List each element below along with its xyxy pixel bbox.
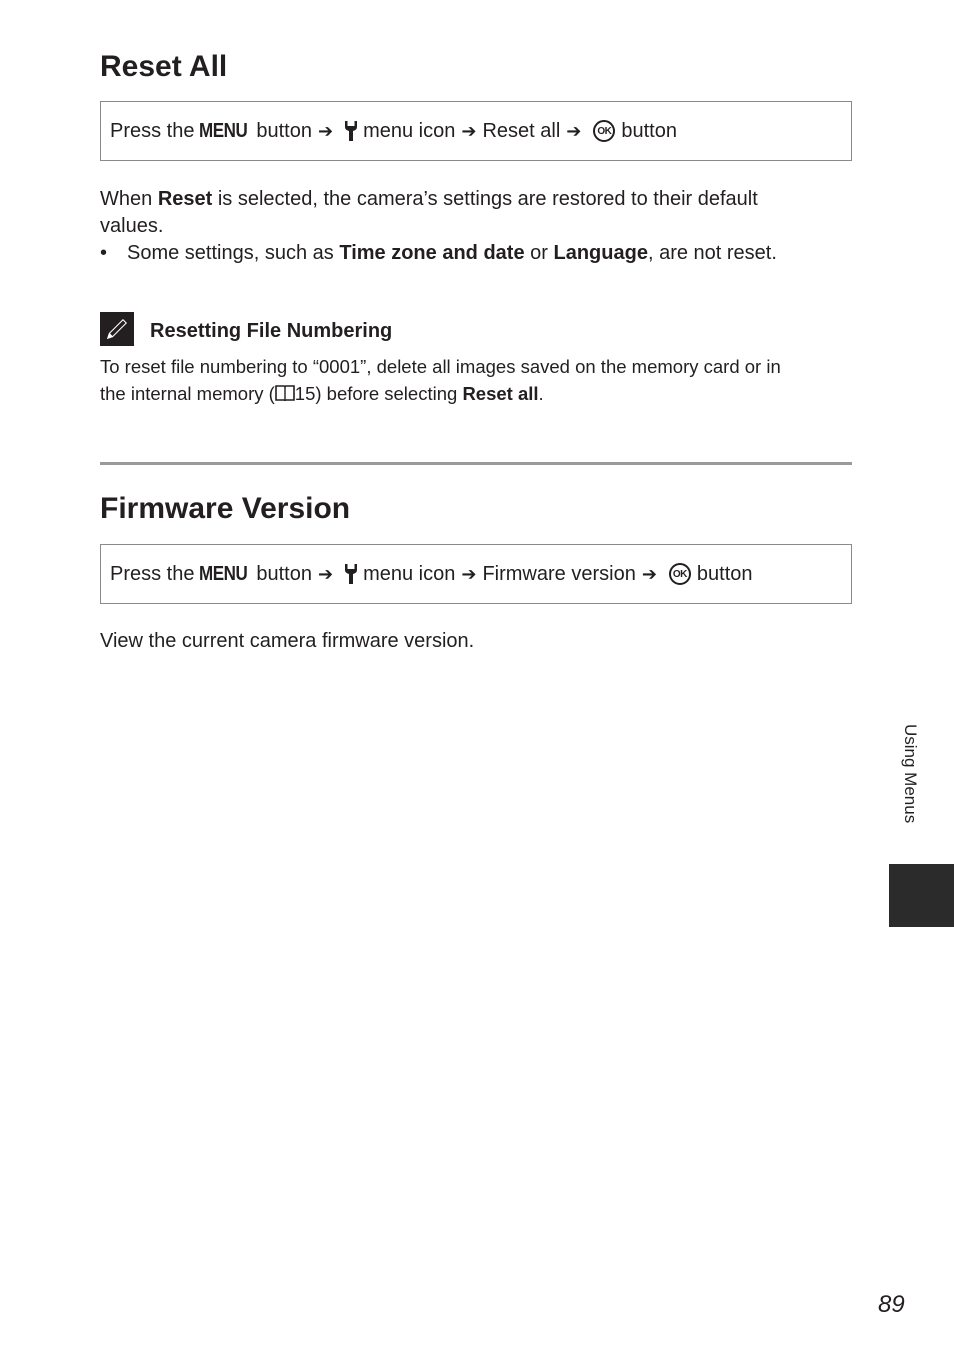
wrench-icon [343, 120, 359, 142]
sidebar-section-label: Using Menus [901, 724, 920, 824]
nav-button-text: button [696, 562, 753, 585]
note-body [100, 353, 880, 407]
arrow-icon: ➔ [566, 120, 582, 141]
reset-desc-when: When [100, 188, 153, 210]
ok-button-icon: OK [669, 563, 691, 585]
menu-key-label: MENU [199, 119, 248, 142]
section-title-firmware-version: Firmware Version [100, 492, 351, 525]
nav-path-reset-all [100, 101, 852, 161]
note-ref-page: 15 [294, 383, 316, 404]
nav-press-text: Press the [110, 562, 195, 585]
book-icon [275, 384, 295, 402]
menu-key-label: MENU [199, 562, 248, 585]
note-line-2-end: . [538, 383, 544, 404]
sidebar-tab-marker [889, 864, 954, 927]
bullet-text-1: Some settings, such as [127, 242, 334, 264]
bullet-text-or: or [530, 242, 548, 264]
section-title-reset-all: Reset All [100, 50, 228, 83]
nav-menu-icon-text: menu icon [363, 562, 456, 585]
note-heading: Resetting File Numbering [150, 320, 393, 342]
pencil-note-icon [100, 312, 134, 346]
wrench-icon [343, 563, 359, 585]
nav-item-firmware-version: Firmware version [482, 562, 636, 585]
nav-path-firmware-version [100, 544, 852, 604]
reset-desc-line2: values. [100, 215, 164, 237]
section-divider [100, 462, 852, 465]
nav-button-text: button [256, 562, 312, 585]
arrow-icon: ➔ [461, 120, 477, 141]
ok-button-icon: OK [593, 120, 615, 142]
note-line-2b: ) before selecting [315, 383, 458, 404]
bullet-bold-1: Time zone and date [339, 242, 525, 264]
nav-press-text: Press the [110, 119, 195, 142]
nav-item-reset-all: Reset all [482, 119, 561, 142]
reset-desc-bold: Reset [157, 188, 213, 210]
bullet-bold-2: Language [553, 242, 648, 264]
reset-desc-rest: is selected, the camera’s settings are restored to their default [217, 188, 758, 210]
arrow-icon: ➔ [317, 120, 334, 141]
nav-button-text: button [256, 119, 312, 142]
firmware-description: View the current camera firmware version. [100, 630, 475, 652]
arrow-icon: ➔ [461, 563, 477, 584]
reset-bullet [100, 240, 860, 267]
bullet-text-end: , are not reset. [647, 242, 777, 264]
arrow-icon: ➔ [317, 563, 334, 584]
bullet-mark: • [100, 242, 108, 264]
note-line-1: To reset file numbering to “0001”, delete all images saved on the memory card or in [100, 356, 781, 377]
reset-description [100, 186, 860, 240]
note-line-2a: the internal memory ( [100, 383, 275, 404]
note-bold-reset-all: Reset all [462, 383, 539, 404]
page-number: 89 [878, 1291, 905, 1318]
nav-button-text: button [621, 119, 677, 142]
arrow-icon: ➔ [641, 563, 657, 584]
nav-menu-icon-text: menu icon [363, 119, 456, 142]
